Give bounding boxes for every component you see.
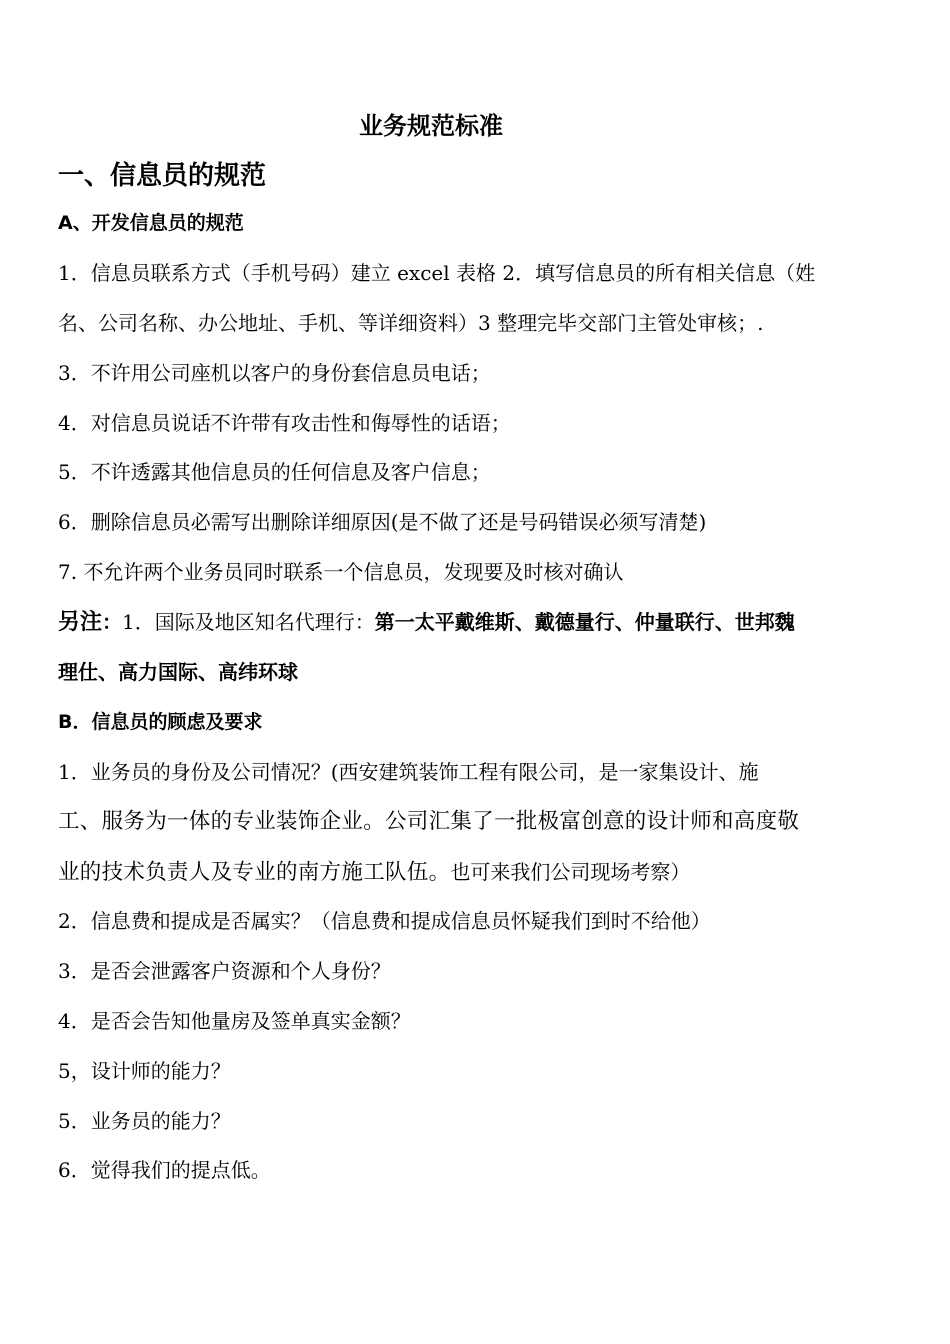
note-prefix: 1．国际及地区知名代理行： xyxy=(122,610,375,634)
note-label: 另注 xyxy=(58,610,103,635)
paragraph-a1-line1: 1．信息员联系方式（手机号码）建立 excel 表格 2．填写信息员的所有相关信息（姓 xyxy=(58,261,816,285)
note-agencies-line1: 第一太平戴维斯、戴德量行、仲量联行、世邦魏 xyxy=(374,610,795,634)
paragraph-a4: 4．对信息员说话不许带有攻击性和侮辱性的话语； xyxy=(58,411,511,435)
paragraph-a7: 7. 不允许两个业务员同时联系一个信息员，发现要及时核对确认 xyxy=(58,560,624,584)
paragraph-b2: 2．信息费和提成是否属实？（信息费和提成信息员怀疑我们到时不给他） xyxy=(58,909,711,933)
paragraph-b5b: 5．业务员的能力？ xyxy=(58,1109,231,1133)
paragraph-b1-line1: 1．业务员的身份及公司情况？(西安建筑装饰工程有限公司，是一家集设计、施 xyxy=(58,760,759,784)
section-heading: 一、信息员的规范 xyxy=(58,161,267,191)
paragraph-b1-line2: 工、服务为一体的专业装饰企业。公司汇集了一批极富创意的设计师和高度敬 xyxy=(58,809,800,834)
document-title: 业务规范标准 xyxy=(359,112,503,140)
paragraph-b1-line3 xyxy=(58,857,894,888)
subsection-a-heading: A、开发信息员的规范 xyxy=(58,212,244,234)
paragraph-b1-line3b: 也可来我们公司现场考察） xyxy=(450,860,691,884)
note-agencies-line2: 理仕、高力国际、高纬环球 xyxy=(58,660,298,684)
paragraph-b5a: 5，设计师的能力？ xyxy=(58,1059,231,1083)
note-line1 xyxy=(58,607,894,638)
paragraph-a1-line2: 名、公司名称、办公地址、手机、等详细资料）3 整理完毕交部门主管处审核；. xyxy=(58,311,764,335)
paragraph-b1-line3a: 业的技术负责人及专业的南方施工队伍。 xyxy=(58,860,451,885)
subsection-b-heading: B．信息员的顾虑及要求 xyxy=(58,711,263,733)
paragraph-a6: 6．删除信息员必需写出删除详细原因(是不做了还是号码错误必须写清楚) xyxy=(58,510,707,534)
paragraph-b6: 6．觉得我们的提点低。 xyxy=(58,1158,271,1182)
paragraph-b3: 3．是否会泄露客户资源和个人身份？ xyxy=(58,959,391,983)
paragraph-a3: 3．不许用公司座机以客户的身份套信息员电话； xyxy=(58,361,491,385)
note-colon: ： xyxy=(102,610,123,634)
paragraph-b4: 4．是否会告知他量房及签单真实金额？ xyxy=(58,1009,411,1033)
paragraph-a5: 5．不许透露其他信息员的任何信息及客户信息； xyxy=(58,460,491,484)
